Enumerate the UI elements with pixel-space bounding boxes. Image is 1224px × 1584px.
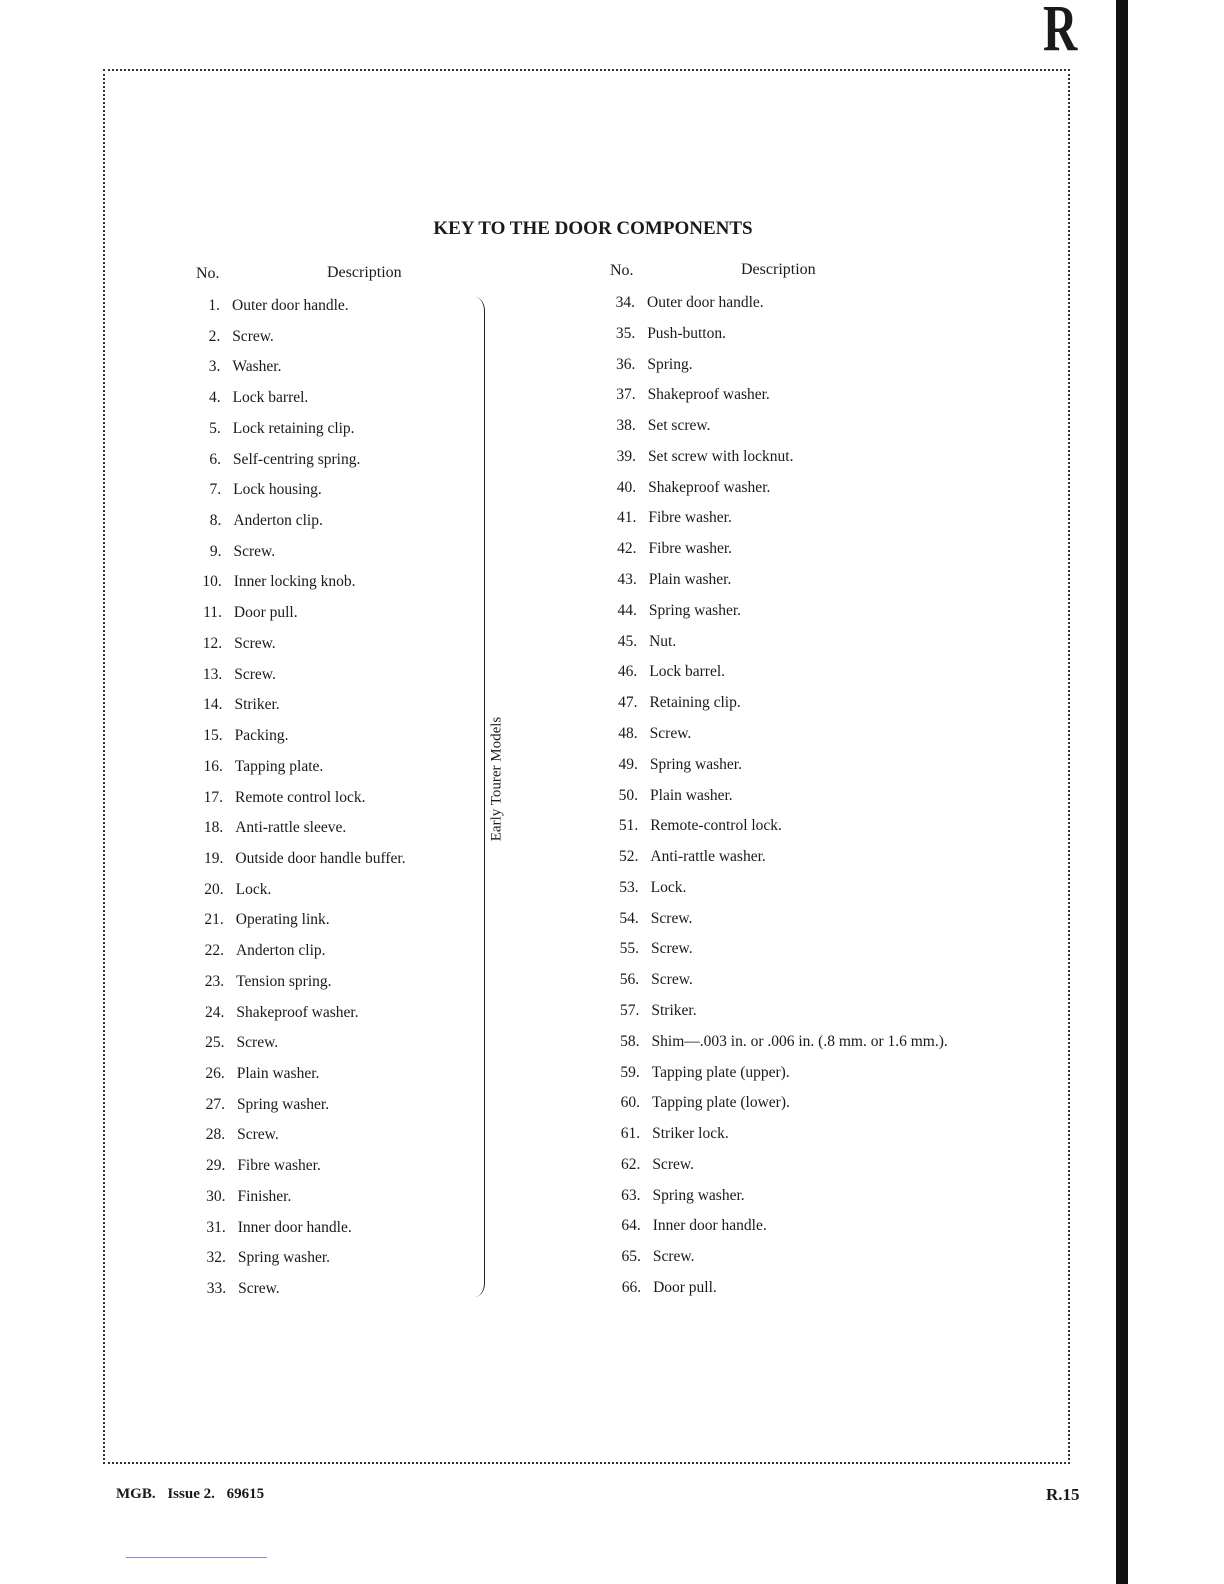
item-number: 44. bbox=[617, 601, 637, 619]
item-description: Screw. bbox=[234, 634, 276, 652]
item-description: Set screw with locknut. bbox=[647, 447, 794, 465]
item-description: Operating link. bbox=[235, 911, 330, 929]
item-number: 58. bbox=[620, 1032, 640, 1050]
item-description: Shim—.003 in. or .006 in. (.8 mm. or 1.6 mm.). bbox=[651, 1032, 948, 1050]
item-number: 43. bbox=[617, 571, 637, 589]
item-description: Lock barrel. bbox=[649, 663, 726, 681]
item-description: Finisher. bbox=[237, 1187, 292, 1205]
item-description: Washer. bbox=[232, 358, 282, 376]
item-number: 56. bbox=[619, 971, 640, 989]
item-description: Screw. bbox=[233, 542, 276, 560]
item-number: 36. bbox=[616, 355, 636, 373]
item-description: Tension spring. bbox=[236, 972, 332, 990]
item-description: Door pull. bbox=[653, 1279, 717, 1296]
item-description: Lock barrel. bbox=[232, 389, 309, 407]
right-no-header: No. bbox=[610, 262, 634, 279]
item-description: Shakeproof washer. bbox=[647, 386, 770, 404]
item-description: Tapping plate (lower). bbox=[651, 1094, 790, 1112]
item-number: 49. bbox=[618, 755, 638, 773]
item-number: 19. bbox=[204, 849, 224, 867]
item-description: Striker lock. bbox=[652, 1125, 729, 1143]
item-description: Plain washer. bbox=[650, 786, 733, 804]
item-number: 33. bbox=[206, 1280, 227, 1297]
item-description: Packing. bbox=[234, 727, 289, 745]
item-number: 65. bbox=[621, 1248, 641, 1266]
item-description: Outer door handle. bbox=[232, 297, 349, 314]
item-description: Fibre washer. bbox=[648, 509, 732, 527]
item-description: Set screw. bbox=[647, 417, 711, 435]
item-description: Door pull. bbox=[233, 604, 298, 622]
item-description: Lock housing. bbox=[233, 481, 322, 499]
item-description: Anderton clip. bbox=[235, 942, 326, 960]
item-description: Anti-rattle washer. bbox=[650, 848, 766, 866]
item-number: 66. bbox=[621, 1279, 642, 1296]
item-description: Anti-rattle sleeve. bbox=[235, 819, 347, 837]
page-number: R.15 bbox=[1046, 1485, 1080, 1504]
item-number: 23. bbox=[204, 972, 225, 990]
item-number: 45. bbox=[617, 632, 638, 650]
item-number: 55. bbox=[619, 940, 639, 958]
item-description: Striker. bbox=[651, 1001, 697, 1019]
item-description: Screw. bbox=[652, 1155, 694, 1173]
item-number: 3. bbox=[208, 358, 221, 376]
item-description: Screw. bbox=[650, 940, 693, 958]
item-number: 62. bbox=[620, 1155, 641, 1173]
item-description: Lock retaining clip. bbox=[232, 419, 355, 437]
item-number: 37. bbox=[616, 386, 636, 404]
item-description: Outer door handle. bbox=[647, 294, 764, 311]
item-description: Inner door handle. bbox=[652, 1217, 767, 1235]
footer-issue-info bbox=[116, 1486, 272, 1503]
item-number: 28. bbox=[205, 1126, 226, 1144]
item-description: Spring washer. bbox=[649, 755, 742, 773]
item-number: 25. bbox=[205, 1034, 225, 1052]
footer-model: MGB. bbox=[116, 1486, 156, 1502]
right-description-header: Description bbox=[741, 261, 816, 278]
item-number: 6. bbox=[209, 450, 221, 468]
item-description: Push-button. bbox=[647, 324, 726, 342]
item-number: 35. bbox=[615, 324, 636, 342]
item-number: 39. bbox=[616, 447, 636, 465]
item-description: Tapping plate (upper). bbox=[651, 1063, 790, 1081]
item-description: Plain washer. bbox=[648, 571, 732, 589]
item-number: 10. bbox=[202, 573, 222, 591]
item-description: Screw. bbox=[649, 724, 692, 742]
item-number: 29. bbox=[205, 1157, 226, 1175]
item-description: Spring washer. bbox=[652, 1186, 745, 1204]
item-number: 20. bbox=[204, 880, 224, 898]
item-number: 12. bbox=[202, 634, 223, 652]
item-number: 26. bbox=[205, 1064, 225, 1082]
item-number: 13. bbox=[202, 665, 223, 683]
item-number: 42. bbox=[617, 540, 637, 558]
bracket-label: Early Tourer Models bbox=[488, 716, 505, 842]
item-description: Fibre washer. bbox=[648, 540, 733, 558]
item-number: 48. bbox=[618, 724, 638, 742]
item-description: Plain washer. bbox=[236, 1064, 320, 1082]
item-description: Lock. bbox=[650, 878, 687, 896]
item-number: 21. bbox=[204, 911, 224, 929]
item-description: Nut. bbox=[649, 632, 677, 650]
item-number: 47. bbox=[618, 694, 638, 712]
item-description: Self-centring spring. bbox=[232, 450, 361, 468]
item-number: 32. bbox=[206, 1249, 226, 1267]
item-number: 31. bbox=[206, 1218, 226, 1236]
item-description: Screw. bbox=[236, 1034, 279, 1052]
item-description: Retaining clip. bbox=[649, 694, 741, 712]
item-number: 24. bbox=[204, 1003, 225, 1021]
item-description: Spring. bbox=[647, 355, 693, 373]
item-number: 17. bbox=[203, 788, 224, 806]
item-number: 15. bbox=[203, 727, 223, 745]
item-number: 22. bbox=[204, 942, 224, 960]
item-number: 14. bbox=[203, 696, 223, 714]
item-number: 8. bbox=[209, 512, 222, 530]
item-description: Screw. bbox=[234, 665, 276, 683]
item-number: 64. bbox=[621, 1217, 641, 1235]
left-no-header: No. bbox=[196, 265, 220, 282]
item-number: 53. bbox=[619, 878, 639, 896]
item-number: 52. bbox=[619, 848, 639, 866]
item-number: 38. bbox=[616, 417, 636, 435]
item-number: 18. bbox=[203, 819, 224, 837]
item-number: 61. bbox=[620, 1125, 641, 1143]
item-description: Spring washer. bbox=[237, 1249, 331, 1267]
item-description: Lock. bbox=[235, 880, 272, 898]
left-description-header: Description bbox=[327, 264, 402, 281]
item-number: 9. bbox=[209, 542, 222, 560]
item-number: 11. bbox=[203, 604, 222, 622]
item-description: Spring washer. bbox=[236, 1095, 330, 1113]
item-number: 7. bbox=[209, 481, 222, 499]
item-description: Shakeproof washer. bbox=[236, 1003, 359, 1021]
item-number: 1. bbox=[208, 297, 220, 314]
item-description: Screw. bbox=[652, 1248, 695, 1266]
item-description: Fibre washer. bbox=[237, 1157, 321, 1175]
item-number: 50. bbox=[618, 786, 639, 804]
item-number: 59. bbox=[620, 1063, 640, 1081]
item-description: Remote control lock. bbox=[235, 788, 366, 806]
footer-code: 69615 bbox=[226, 1486, 265, 1502]
item-number: 46. bbox=[617, 663, 638, 681]
item-description: Inner locking knob. bbox=[233, 573, 356, 591]
item-description: Inner door handle. bbox=[237, 1218, 352, 1236]
item-number: 40. bbox=[616, 478, 637, 496]
item-number: 2. bbox=[208, 327, 221, 345]
item-number: 54. bbox=[619, 909, 639, 927]
item-description: Screw. bbox=[238, 1280, 280, 1297]
item-number: 30. bbox=[206, 1187, 226, 1205]
item-description: Screw. bbox=[651, 971, 693, 989]
item-number: 5. bbox=[209, 419, 221, 437]
footer-issue: Issue 2. bbox=[167, 1486, 215, 1502]
item-description: Striker. bbox=[234, 696, 280, 714]
section-letter: R bbox=[1043, 0, 1078, 65]
item-number: 16. bbox=[203, 757, 223, 775]
item-number: 34. bbox=[615, 294, 635, 311]
item-description: Anderton clip. bbox=[233, 512, 323, 530]
page-title: KEY TO THE DOOR COMPONENTS bbox=[433, 218, 753, 239]
item-number: 57. bbox=[619, 1001, 640, 1019]
item-description: Screw. bbox=[232, 327, 274, 345]
item-description: Shakeproof washer. bbox=[648, 478, 771, 496]
item-description: Tapping plate. bbox=[234, 757, 324, 775]
item-number: 27. bbox=[205, 1095, 225, 1113]
item-description: Screw. bbox=[650, 909, 693, 927]
item-description: Remote-control lock. bbox=[650, 817, 782, 835]
item-description: Screw. bbox=[237, 1126, 279, 1144]
item-description: Spring washer. bbox=[648, 601, 742, 619]
footer-rule bbox=[126, 1557, 267, 1558]
early-tourer-bracket bbox=[474, 297, 485, 1297]
item-description: Outside door handle buffer. bbox=[235, 849, 406, 867]
item-number: 63. bbox=[621, 1186, 641, 1204]
item-number: 60. bbox=[620, 1094, 640, 1112]
item-number: 4. bbox=[208, 389, 221, 407]
item-number: 51. bbox=[618, 817, 639, 835]
item-number: 41. bbox=[616, 509, 637, 527]
